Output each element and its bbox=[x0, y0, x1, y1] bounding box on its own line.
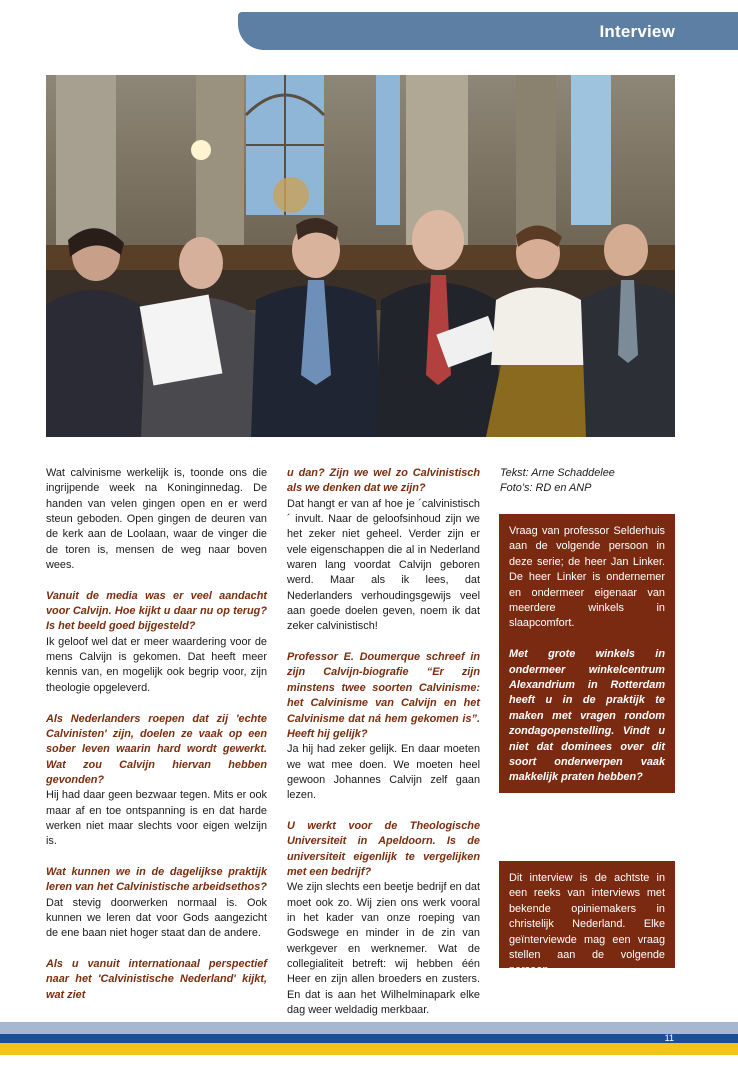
question-5: Professor E. Doumerque schreef in zijn Calvijn-biografie “Er zijn minstens twee soorten Calvinisme: het Calvinisme van Calvijn en het Calvinisme dat ná hem gekomen is”. Heeft hij gelijk? bbox=[287, 651, 480, 740]
question-4-end: u dan? Zijn we wel zo Calvinistisch als we denken dat we zijn? bbox=[287, 467, 480, 495]
column-2 bbox=[287, 466, 480, 1034]
text-credit: Tekst: Arne Schaddelee bbox=[500, 467, 615, 479]
photo-illustration bbox=[46, 75, 675, 437]
answer-5: Ja hij had zeker gelijk. En daar moeten we wat mee doen. We moeten heel gewoon Johannes Calvijn zelf gaan lezen. bbox=[287, 743, 480, 802]
next-question-box bbox=[499, 514, 675, 793]
footer-band-yellow bbox=[0, 1043, 738, 1055]
credits bbox=[500, 466, 615, 496]
column-1 bbox=[46, 466, 267, 1003]
answer-6: We zijn slechts een beetje bedrijf en dat moet ook zo. Wij zien ons werk vooral in het kader van onze roeping van Godswege en minder in de zin van werkgever en werknemer. Wat de collegialiteit betreft: wij hebben één Heer en zijn allen broeders en zusters. En dat is aan het Wilhelminapark elke dag weer weldadig merkbaar. bbox=[287, 881, 480, 1017]
question-1: Vanuit de media was er veel aandacht voor Calvijn. Hoe kijkt u daar nu op terug? Is het beeld goed bijgesteld? bbox=[46, 589, 267, 633]
answer-2: Hij had daar geen bezwaar tegen. Mits er ook maar af en toe ontspanning is en dat harde werken niet maar slechts voor eigen welzijn is. bbox=[46, 789, 267, 848]
answer-4: Dat hangt er van af hoe je ´calvinistisch´ invult. Naar de geloofsinhoud zijn we het zeker niet geheel. Verder zijn er vele eigenschappen die al in Nederland waren lang voordat Calvijn geboren werd. Maar als ik lees, dat Nederlanders verhoudingsgewijs veel aan goede doelen geven, noem ik dat zeker calvinistisch! bbox=[287, 497, 480, 633]
answer-1: Ik geloof wel dat er meer waardering voor de mens Calvijn is gekomen. Dat heeft meer kennis van, en mogelijk ook begrip voor, zijn theologie opgeleverd. bbox=[46, 635, 267, 694]
answer-3: Dat stevig doorwerken normaal is. Ook kunnen we leren dat voor Gods aangezicht de ene baan niet hoger staat dan de andere. bbox=[46, 896, 267, 940]
photo-credit: Foto’s: RD en ANP bbox=[500, 482, 592, 494]
question-6: U werkt voor de Theologische Universiteit in Apeldoorn. Is de universiteit eigenlijk te vergelijken met een bedrijf? bbox=[287, 819, 480, 878]
intro-paragraph: Wat calvinisme werkelijk is, toonde ons die ingrijpende week na Koninginnedag. De handen van velen gingen open en er werd steun geboden. Open gingen de deuren van de kerk aan de Loolaan, waar de vinger die de toren is, mensen de weg naar boven wees. bbox=[46, 467, 267, 572]
next-question-text: Met grote winkels in ondermeer winkelcentrum Alexandrium in Rotterdam heeft u in de praktijk te maken met vragen rondom zondagopenstelling. Vindt u niet dat dominees over dit soort onderwerpen vaak makkelijk praten hebben? bbox=[509, 648, 665, 784]
series-info-text: Dit interview is de achtste in een reeks van interviews met bekende opiniemakers in christelijk Nederland. Elke geïnterviewde mag een vraag stellen aan de volgende persoon. bbox=[509, 872, 665, 977]
church-photo bbox=[46, 75, 675, 437]
question-4-start: Als u vanuit internationaal perspectief naar het 'Calvinistische Nederland' kijkt, wat ziet bbox=[46, 958, 267, 1001]
question-3: Wat kunnen we in de dagelijkse praktijk leren van het Calvinistische arbeidsethos? bbox=[46, 865, 267, 894]
page-number: 11 bbox=[664, 1033, 674, 1043]
next-question-intro: Vraag van professor Selderhuis aan de volgende persoon in deze serie; de heer Jan Linker. De heer Linker is ondernemer en ondermeer eigenaar van meerdere winkels in slaapcomfort. bbox=[509, 525, 665, 630]
footer-band-light bbox=[0, 1022, 738, 1034]
footer-band-blue bbox=[0, 1034, 738, 1043]
question-2: Als Nederlanders roepen dat zij 'echte Calvinisten' zijn, doelen ze vaak op een sober leven waarin hard wordt gewerkt. Wat zou Calvijn hiervan hebben gevonden? bbox=[46, 712, 267, 786]
series-info-box bbox=[499, 861, 675, 977]
section-title: Interview bbox=[599, 22, 675, 41]
